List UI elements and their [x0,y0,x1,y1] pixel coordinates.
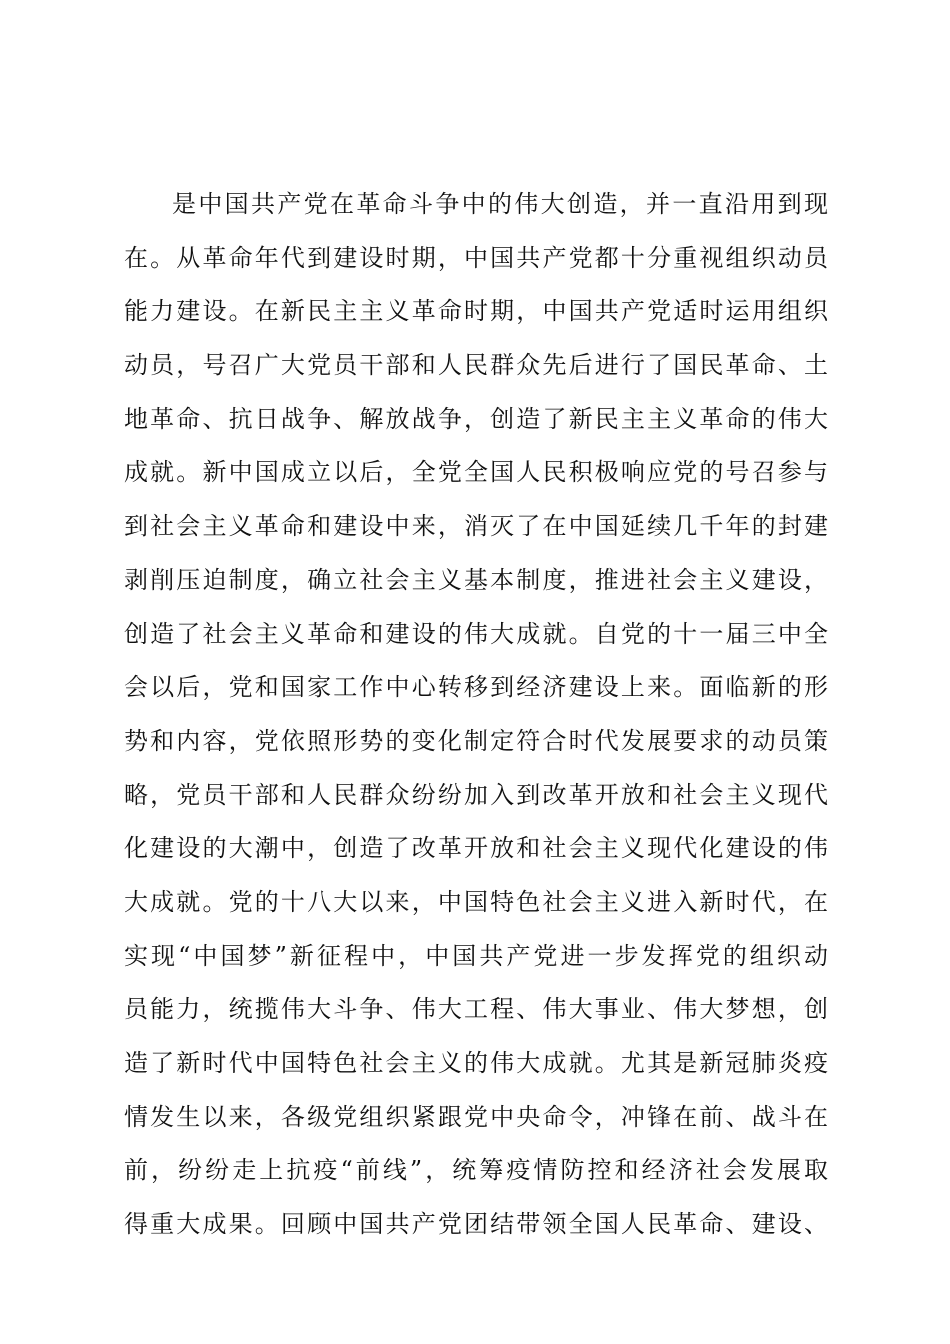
paragraph-line: 造了新时代中国特色社会主义的伟大成就。尤其是新冠肺炎疫 [124,1049,828,1077]
paragraph-line: 大成就。党的十八大以来，中国特色社会主义进入新时代，在 [124,887,828,916]
paragraph-line: 情发生以来，各级党组织紧跟党中央命令，冲锋在前、战斗在 [124,1102,828,1131]
paragraph-line: 是中国共产党在革命斗争中的伟大创造，并一直沿用到现 [172,190,828,218]
paragraph-line: 前，纷纷走上抗疫“前线”，统筹疫情防控和经济社会发展取 [124,1156,828,1185]
paragraph-line: 略，党员干部和人民群众纷纷加入到改革开放和社会主义现代 [124,780,828,809]
paragraph-line: 会以后，党和国家工作中心转移到经济建设上来。面临新的形 [124,673,828,702]
paragraph-line: 员能力，统揽伟大斗争、伟大工程、伟大事业、伟大梦想，创 [124,995,828,1024]
paragraph-line: 得重大成果。回顾中国共产党团结带领全国人民革命、建设、 [124,1210,828,1239]
paragraph-line: 化建设的大潮中，创造了改革开放和社会主义现代化建设的伟 [124,834,828,863]
paragraph-line: 地革命、抗日战争、解放战争，创造了新民主主义革命的伟大 [124,404,828,433]
paragraph-line: 在。从革命年代到建设时期，中国共产党都十分重视组织动员 [124,243,828,272]
paragraph-line: 能力建设。在新民主主义革命时期，中国共产党适时运用组织 [124,297,828,326]
paragraph-line: 创造了社会主义革命和建设的伟大成就。自党的十一届三中全 [124,619,828,648]
paragraph-line: 实现“中国梦”新征程中，中国共产党进一步发挥党的组织动 [124,941,828,970]
paragraph-line: 动员，号召广大党员干部和人民群众先后进行了国民革命、土 [124,351,828,380]
paragraph-line: 势和内容，党依照形势的变化制定符合时代发展要求的动员策 [124,726,828,755]
paragraph-line: 剥削压迫制度，确立社会主义基本制度，推进社会主义建设， [124,565,828,594]
body-paragraph [124,178,828,1252]
paragraph-line: 到社会主义革命和建设中来，消灭了在中国延续几千年的封建 [124,512,828,541]
paragraph-line: 成就。新中国成立以后，全党全国人民积极响应党的号召参与 [124,458,828,487]
